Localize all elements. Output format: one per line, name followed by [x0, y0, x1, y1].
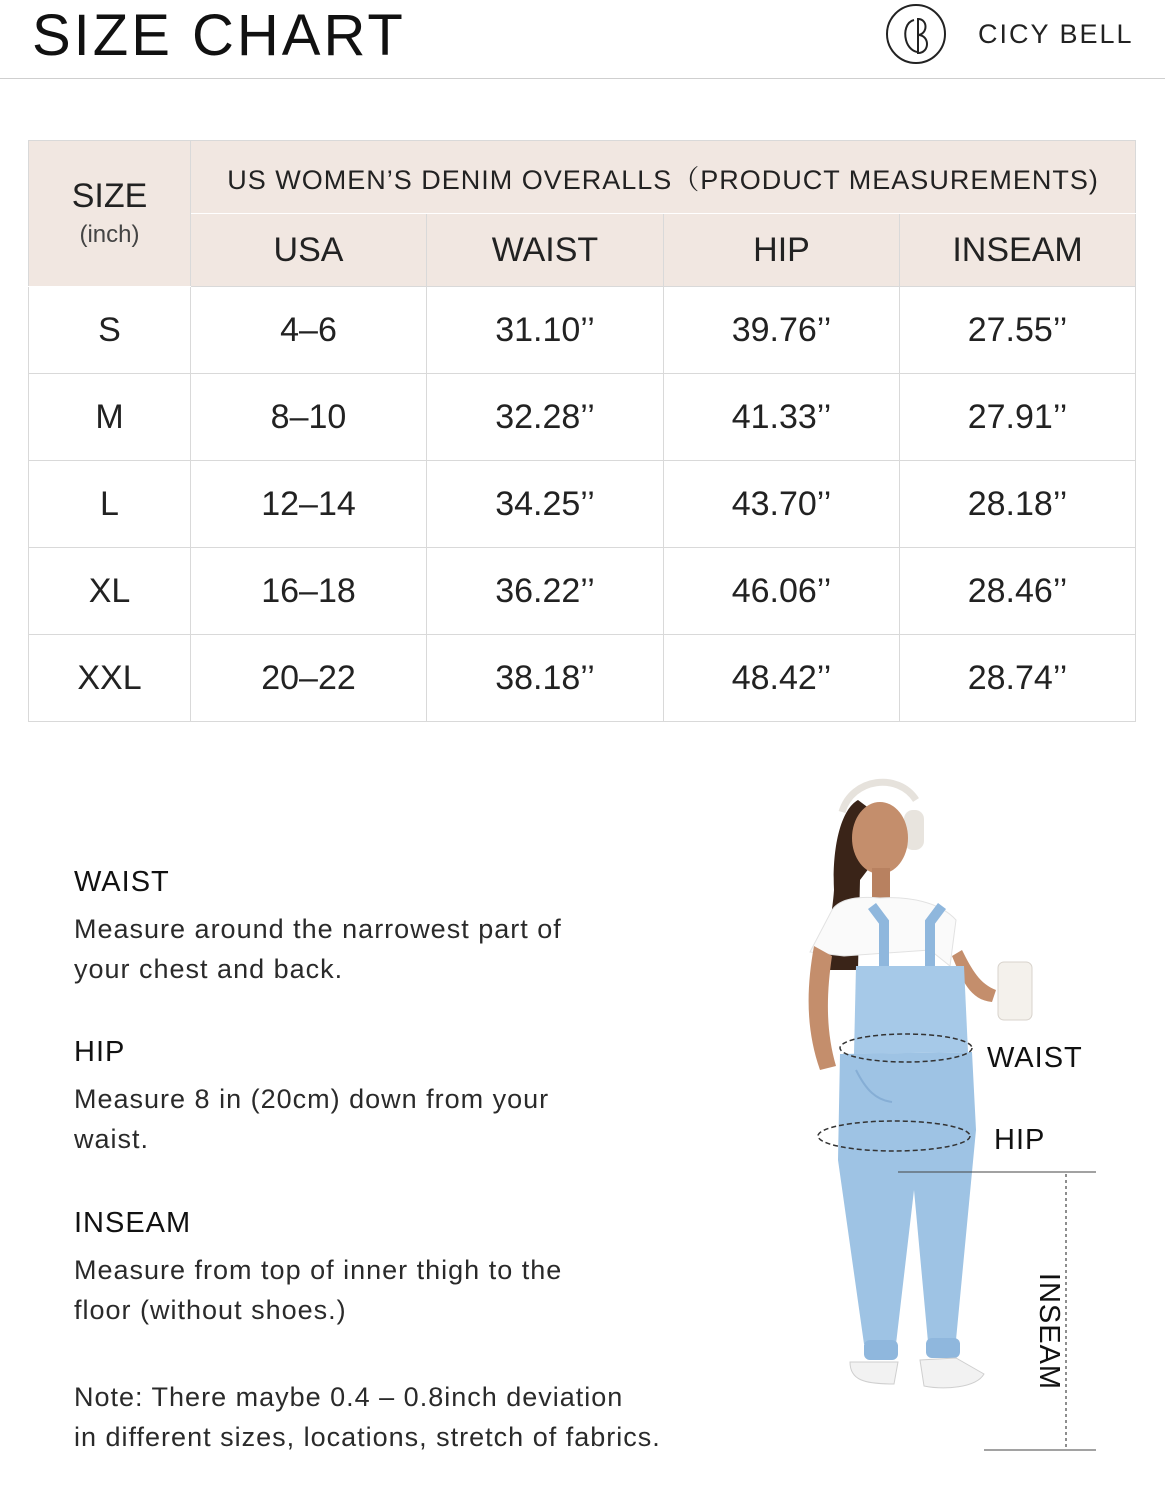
cell-inseam: 28.18’’ — [900, 461, 1136, 548]
size-column-header — [29, 141, 191, 287]
brand-monogram-icon — [886, 4, 946, 64]
model-illustration — [780, 770, 1140, 1500]
inseam-guide — [74, 1207, 754, 1330]
waist-guide-line2: your chest and back. — [74, 954, 344, 984]
column-header-hip: HIP — [664, 214, 900, 287]
figure-label-waist: WAIST — [987, 1042, 1083, 1074]
table-row — [29, 374, 1136, 461]
note-line2: in different sizes, locations, stretch of fabrics. — [74, 1422, 661, 1452]
cell-size: S — [29, 287, 191, 374]
cell-inseam: 27.91’’ — [900, 374, 1136, 461]
inseam-guide-line1: Measure from top of inner thigh to the — [74, 1255, 563, 1285]
cell-hip: 48.42’’ — [664, 635, 900, 722]
inseam-guide-line2: floor (without shoes.) — [74, 1295, 347, 1325]
cell-inseam: 28.74’’ — [900, 635, 1136, 722]
size-header-label: SIZE — [71, 176, 148, 215]
column-header-inseam: INSEAM — [900, 214, 1136, 287]
cell-hip: 41.33’’ — [664, 374, 900, 461]
size-chart-table — [28, 140, 1136, 722]
deviation-note — [74, 1377, 774, 1457]
cell-hip: 43.70’’ — [664, 461, 900, 548]
cell-inseam: 28.46’’ — [900, 548, 1136, 635]
figure-label-hip: HIP — [994, 1124, 1046, 1156]
cell-usa: 8–10 — [191, 374, 427, 461]
cell-waist: 32.28’’ — [427, 374, 664, 461]
size-unit-label: (inch) — [79, 220, 140, 248]
hip-guide-text — [74, 1079, 754, 1159]
table-group-header: US WOMEN’S DENIM OVERALLS（PRODUCT MEASUREMENTS) — [191, 141, 1136, 214]
table-row — [29, 635, 1136, 722]
waist-guide-text — [74, 909, 754, 989]
page-header — [0, 0, 1165, 79]
brand-name: CICY BELL — [978, 19, 1134, 49]
cell-waist: 36.22’’ — [427, 548, 664, 635]
table-row — [29, 461, 1136, 548]
cell-waist: 31.10’’ — [427, 287, 664, 374]
model-measurement-figure — [780, 770, 1140, 1500]
hip-guide-line1: Measure 8 in (20cm) down from your — [74, 1084, 550, 1114]
page-title: SIZE CHART — [32, 3, 406, 68]
hip-guide-title: HIP — [74, 1036, 126, 1068]
cell-waist: 34.25’’ — [427, 461, 664, 548]
inseam-guide-title: INSEAM — [74, 1207, 192, 1239]
column-header-waist: WAIST — [427, 214, 664, 287]
figure-label-inseam: INSEAM — [1033, 1272, 1066, 1391]
waist-guide — [74, 866, 754, 989]
cell-usa: 4–6 — [191, 287, 427, 374]
hip-guide-line2: waist. — [74, 1124, 150, 1154]
cell-size: XL — [29, 548, 191, 635]
waist-guide-line1: Measure around the narrowest part of — [74, 914, 562, 944]
note-line1: Note: There maybe 0.4 – 0.8inch deviation — [74, 1382, 624, 1412]
cell-usa: 20–22 — [191, 635, 427, 722]
waist-guide-title: WAIST — [74, 866, 170, 898]
table-row — [29, 287, 1136, 374]
cell-size: XXL — [29, 635, 191, 722]
cell-inseam: 27.55’’ — [900, 287, 1136, 374]
inseam-guide-text — [74, 1250, 754, 1330]
column-header-usa: USA — [191, 214, 427, 287]
cell-usa: 16–18 — [191, 548, 427, 635]
table-row — [29, 548, 1136, 635]
cell-waist: 38.18’’ — [427, 635, 664, 722]
hip-guide — [74, 1036, 754, 1159]
cell-size: M — [29, 374, 191, 461]
cell-hip: 46.06’’ — [664, 548, 900, 635]
cell-hip: 39.76’’ — [664, 287, 900, 374]
cell-size: L — [29, 461, 191, 548]
cell-usa: 12–14 — [191, 461, 427, 548]
